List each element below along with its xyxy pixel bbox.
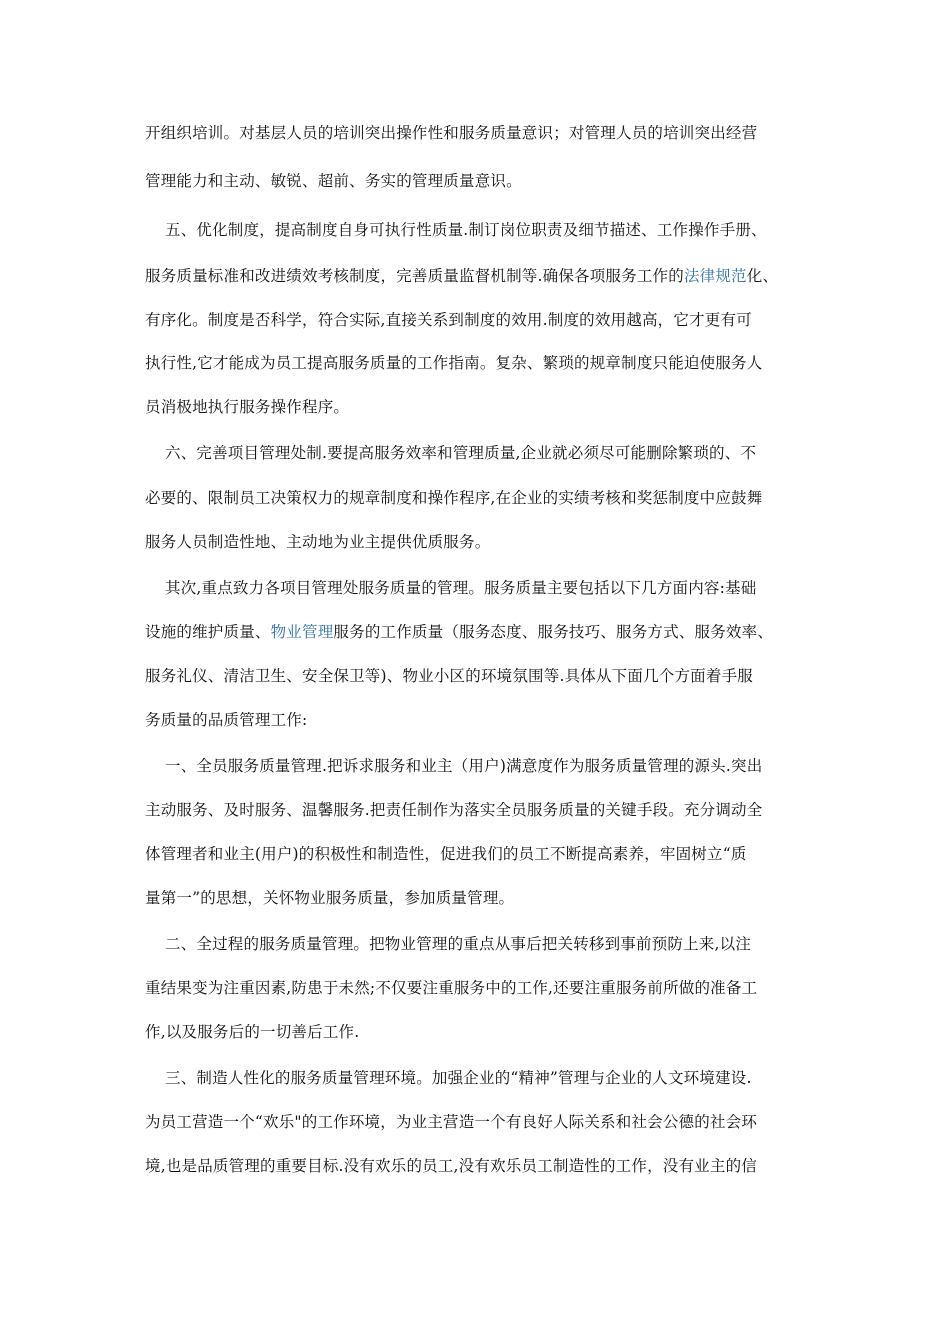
text-line: 执行性,它才能成为员工提高服务质量的工作指南。复杂、繁琐的规章制度只能迫使服务人 xyxy=(145,354,763,372)
text-line xyxy=(145,622,825,642)
text-line: 六、完善项目管理处制.要提高服务效率和管理质量,企业就必须尽可能删除繁琐的、不 xyxy=(165,444,757,462)
text-segment: 设施的维护质量、 xyxy=(145,623,271,641)
text-line: 二、全过程的服务质量管理。把物业管理的重点从事后把关转移到事前预防上来,以注 xyxy=(165,935,752,953)
text-segment: 服务的工作质量（服务态度、服务技巧、服务方式、服务效率、 xyxy=(333,623,774,641)
text-line: 服务礼仪、清洁卫生、安全保卫等)、物业小区的环境氛围等.具体从下面几个方面着手服 xyxy=(145,667,753,685)
text-line: 三、制造人性化的服务质量管理环境。加强企业的“精神”管理与企业的人文环境建设. xyxy=(165,1069,752,1087)
text-line: 员消极地执行服务操作程序。 xyxy=(145,398,350,416)
text-line xyxy=(145,266,825,286)
text-segment: 化、 xyxy=(746,267,779,285)
text-line: 必要的、限制员工决策权力的规章制度和操作程序,在企业的实绩考核和奖惩制度中应鼓舞 xyxy=(145,489,763,507)
text-line: 一、全员服务质量管理.把诉求服务和业主（用户)满意度作为服务质量管理的源头.突出 xyxy=(165,757,763,775)
text-segment: 服务质量标准和改进绩效考核制度，完善质量监督机制等.确保各项服务工作的 xyxy=(145,267,684,285)
text-line: 其次,重点致力各项目管理处服务质量的管理。服务质量主要包括以下几方面内容:基础 xyxy=(165,579,757,597)
text-line: 主动服务、及时服务、温馨服务.把责任制作为落实全员服务质量的关键手段。充分调动全 xyxy=(145,801,763,819)
text-line: 务质量的品质管理工作: xyxy=(145,711,308,729)
text-line: 管理能力和主动、敏锐、超前、务实的管理质量意识。 xyxy=(145,172,522,190)
text-line: 开组织培训。对基层人员的培训突出操作性和服务质量意识；对管理人员的培训突出经营 xyxy=(145,124,758,142)
property-management-link[interactable]: 物业管理 xyxy=(270,623,334,641)
text-line: 作,以及服务后的一切善后工作. xyxy=(145,1023,360,1041)
text-line: 重结果变为注重因素,防患于未然;不仅要注重服务中的工作,还要注重服务前所做的准备工 xyxy=(145,979,758,997)
text-line: 服务人员制造性地、主动地为业主提供优质服务。 xyxy=(145,533,491,551)
text-line: 五、优化制度，提高制度自身可执行性质量.制订岗位职责及细节描述、工作操作手册、 xyxy=(165,221,767,239)
text-line: 体管理者和业主(用户)的积极性和制造性，促进我们的员工不断提高素养，牢固树立“质 xyxy=(145,845,747,863)
text-line: 量第一”的思想，关怀物业服务质量，参加质量管理。 xyxy=(145,889,515,907)
law-norm-link[interactable]: 法律规范 xyxy=(683,267,747,285)
text-line: 有序化。制度是否科学，符合实际,直接关系到制度的效用.制度的效用越高，它才更有可 xyxy=(145,311,752,329)
text-line: 境,也是品质管理的重要目标.没有欢乐的员工,没有欢乐员工制造性的工作，没有业主的信 xyxy=(145,1157,757,1175)
text-line: 为员工营造一个“欢乐"的工作环境，为业主营造一个有良好人际关系和社会公德的社会环 xyxy=(145,1113,758,1131)
